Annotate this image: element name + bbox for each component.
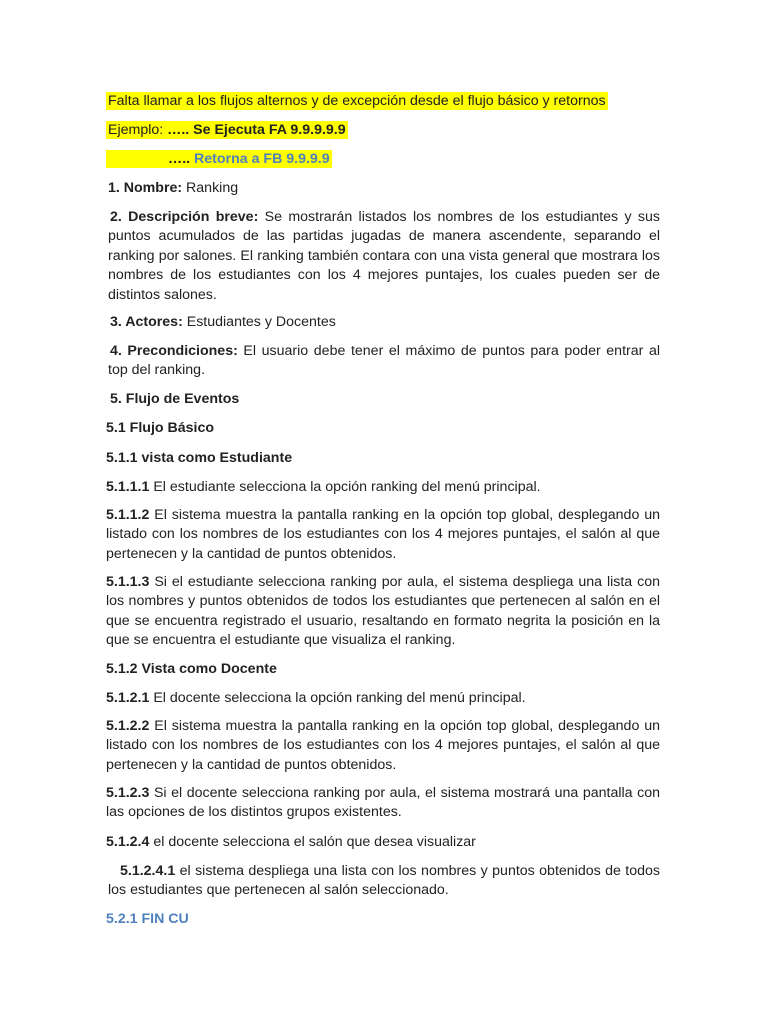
step-5121-num: 5.1.2.1 (106, 690, 150, 706)
note-text: Falta llamar a los flujos alternos y de excepción desde el flujo básico y retornos (108, 93, 606, 109)
step-5112-num: 5.1.1.2 (106, 507, 150, 523)
return-highlight (106, 150, 332, 168)
note-line (106, 92, 608, 111)
flujo-eventos-heading: 5. Flujo de Eventos (110, 391, 240, 407)
example-highlight (106, 121, 348, 139)
example-line (106, 121, 348, 140)
step-51241-text: el sistema despliega una lista con los nombres y puntos obtenidos de todos los estudiantes que pertenecen al salón seleccionado. (108, 863, 660, 899)
descripcion-value: Se mostrarán listados los nombres de los estudiantes y sus puntos acumulados de las partidas jugadas de manera ascendente, separando el ranking por salones. El ranking también contara con una vista general que mostrara los nombres de los estudiantes con los 4 mejores puntajes, los cuales pueden ser de distintos salones. (108, 209, 660, 303)
actores-label: 3. Actores: (110, 314, 183, 330)
step-5113 (106, 573, 660, 651)
return-dots: ….. (168, 151, 191, 167)
step-5121-text: El docente selecciona la opción ranking del menú principal. (149, 690, 526, 706)
step-5121 (106, 689, 526, 708)
step-5112 (106, 506, 660, 564)
step-51241-num: 5.1.2.4.1 (120, 863, 176, 879)
example-label: Ejemplo: (108, 122, 168, 138)
vista-docente-heading: 5.1.2 Vista como Docente (106, 661, 277, 677)
step-5124-num: 5.1.2.4 (106, 834, 150, 850)
step-5113-text: Si el estudiante selecciona ranking por aula, el sistema despliega una lista con los nombres y puntos obtenidos de todos los estudiantes que pertenecen al salón en el que se encuentra registrado el usuario, resaltando en formato negrita la posición en la que se encuentra el estudiante que visualiza el ranking. (106, 574, 660, 649)
step-5123-text: Si el docente selecciona ranking por aula, el sistema mostrará una pantalla con las opciones de los distintos grupos existentes. (106, 785, 660, 821)
example-bold: ….. Se Ejecuta FA 9.9.9.9.9 (167, 122, 346, 138)
return-line (106, 150, 332, 169)
fin-cu-heading: 5.2.1 FIN CU (106, 911, 189, 927)
section-descripcion (108, 208, 660, 305)
step-5111-num: 5.1.1.1 (106, 479, 150, 495)
vista-estudiante-heading: 5.1.1 vista como Estudiante (106, 450, 293, 466)
precond-value: El usuario debe tener el máximo de puntos para poder entrar al top del ranking. (108, 343, 661, 379)
step-5122 (106, 717, 660, 775)
precond-label: 4. Precondiciones: (110, 343, 238, 359)
actores-value: Estudiantes y Docentes (182, 314, 336, 330)
step-5123 (106, 784, 660, 823)
step-5123-num: 5.1.2.3 (106, 785, 150, 801)
section-actores (110, 313, 336, 332)
flujo-basico-heading: 5.1 Flujo Básico (106, 420, 215, 436)
nombre-value: Ranking (182, 180, 239, 196)
section-nombre (108, 179, 238, 198)
step-5112-text: El sistema muestra la pantalla ranking en la opción top global, desplegando un listado con los nombres de los estudiantes con los 4 mejores puntajes, el salón al que pertenecen y la cantidad de puntos obtenidos. (106, 507, 660, 562)
step-5122-text: El sistema muestra la pantalla ranking en la opción top global, desplegando un listado con los nombres de los estudiantes con los 4 mejores puntajes, el salón al que pertenecen y la cantidad de puntos obtenidos. (106, 718, 660, 773)
nombre-label: 1. Nombre: (108, 180, 183, 196)
step-51241 (108, 862, 660, 901)
step-5124 (106, 833, 476, 852)
step-5111-text: El estudiante selecciona la opción ranking del menú principal. (149, 479, 541, 495)
step-5122-num: 5.1.2.2 (106, 718, 150, 734)
return-text: Retorna a FB 9.9.9.9 (190, 151, 330, 167)
descripcion-label: 2. Descripción breve: (110, 209, 259, 225)
step-5124-text: el docente selecciona el salón que desea visualizar (149, 834, 476, 850)
step-5111 (106, 478, 541, 497)
section-precondiciones (108, 342, 660, 381)
step-5113-num: 5.1.1.3 (106, 574, 150, 590)
